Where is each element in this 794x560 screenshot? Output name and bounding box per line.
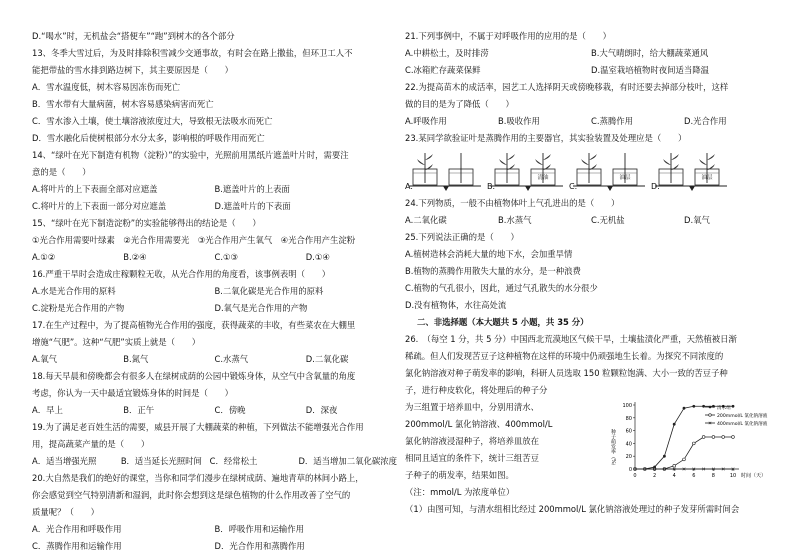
x-tick-label: 6 [692, 473, 696, 479]
question-line: 21.下列事例中，不属于对呼吸作用的应用的是（ ） [405, 31, 611, 41]
balance-pivot [689, 186, 695, 191]
question-line: 19.为了满足老百姓生活的需要，威县开展了大棚蔬菜的种植，下列做法不能增强光合作用 [32, 422, 364, 432]
data-point [732, 436, 735, 439]
question-line: 14、“绿叶在光下制造有机物（淀粉）”的实验中，光照前用黑纸片遮盖叶片时，需要注 [32, 150, 349, 160]
option-text: D.①④ [305, 252, 330, 262]
option-text: A．光合作用和呼吸作用 [32, 524, 122, 534]
question-line: 子种子的萌发率，结果如图。 [405, 470, 514, 480]
leaf-shape [589, 154, 597, 160]
left-column [32, 28, 397, 555]
oil-layer-label: 清油 [537, 175, 549, 181]
y-tick-label: 100 [622, 403, 632, 409]
option-text: A.中耕松土，及时排涝 [405, 48, 489, 58]
option-text: A.将叶片的上下表面全部对应遮盖 [32, 184, 158, 194]
option-row [32, 198, 397, 215]
question-line: 做的目的是为了降低（ ） [405, 99, 514, 109]
option-text: D．适当增加二氧化碳浓度 [298, 456, 398, 466]
data-point [722, 436, 725, 439]
option-text: C．傍晚 [214, 405, 246, 415]
legend-label: 400mmol/L 氯化钠溶液 [717, 422, 768, 427]
option-text: D.遮盖叶片的下表面 [214, 201, 291, 211]
question-line: 20.大自然是我们的绝好的课堂，当你和同学们漫步在绿树成荫、遍地青草的林间小路上， [32, 473, 364, 483]
option-label: C. [569, 182, 578, 191]
option-row [32, 283, 397, 300]
option-text: B．呼吸作用和运输作用 [214, 524, 304, 534]
y-tick-label: 60 [625, 428, 632, 435]
oil-layer-label: 油层 [701, 175, 713, 181]
x-tick-label: 2 [653, 473, 657, 479]
question-line: 能把带盐的雪水排到路边树下，其主要原因是（ ） [32, 65, 233, 75]
option-text: B.二氧化碳是光合作用的原料 [214, 286, 324, 296]
question-line: D.没有植物体，水往高处流 [405, 300, 507, 310]
option-text: A．早上 [32, 405, 63, 415]
experiment-setup [487, 149, 569, 193]
legend-marker [709, 406, 712, 409]
x-tick-label: 0 [633, 473, 637, 479]
leaf-shape [417, 159, 425, 165]
question-line: 考虑，你认为一天中最适宜锻炼身体的时间是（ ） [32, 388, 233, 398]
option-text: A.呼吸作用 [405, 116, 447, 126]
y-tick-label: 80 [625, 415, 632, 422]
option-label: A. [405, 182, 413, 191]
question-line: 26. （每空 1 分，共 5 分）中国西北荒漠地区气候干旱，土壤盐渍化严重，天然植被日渐 [405, 334, 737, 344]
option-text: D．深夜 [305, 405, 338, 415]
question-line: 意的是（ ） [32, 167, 91, 177]
data-point [673, 464, 676, 467]
question-line: 200mmol/L 氯化钠溶液、400mmol/L [405, 419, 553, 429]
option-text: B．适当延长光照时间 [120, 456, 202, 466]
oil-layer-label: 油层 [619, 175, 631, 181]
option-row [32, 453, 397, 470]
option-row [405, 113, 777, 130]
question-26-part-1: （1）由图可知，与清水组相比经过 200mmol/L 氯化钠溶液处理过的种子发芽所需时间会 [405, 504, 740, 514]
experiment-setup [651, 149, 733, 193]
option-text: B.氮气 [123, 354, 149, 364]
option-text: A.水是光合作用的原料 [32, 286, 116, 296]
option-text: C.冰箱贮存蔬菜保鲜 [405, 65, 481, 75]
option-text: D.光合作用 [684, 116, 727, 126]
option-text: C.水蒸气 [214, 354, 249, 364]
question-line: 13、冬季大雪过后，为及时排除积雪减少交通事故，有时会在路上撒盐，但环卫工人不 [32, 48, 353, 58]
leaf-shape [543, 154, 551, 160]
option-text: A.①② [32, 252, 56, 262]
y-tick-label: 20 [625, 454, 632, 461]
y-axis-label: 种子萌发率（%） [610, 429, 616, 469]
question-line: ①光合作用需要叶绿素 ②光合作用需要光 ③光合作用产生氧气 ④光合作用产生淀粉 [32, 235, 356, 245]
question-line: 氯化钠溶液对种子萌发率的影响，科研人员选取 150 粒颗粒饱满、大小一致的苦豆子种 [405, 368, 728, 378]
option-row [405, 212, 777, 229]
series-line [635, 437, 733, 469]
leaf-shape [425, 154, 433, 160]
option-label: D. [651, 182, 660, 191]
question-line: A．雪水温度低，树木容易因冻伤而死亡 [32, 82, 181, 92]
option-row [32, 538, 397, 555]
leaf-shape [671, 154, 679, 160]
balance-pivot [607, 186, 613, 191]
question-26-side-text [405, 399, 605, 501]
x-tick-label: 10 [729, 473, 737, 479]
option-text: D．光合作用和蒸腾作用 [214, 541, 305, 551]
data-point [663, 455, 666, 458]
leaf-shape [499, 159, 507, 165]
leaf-shape [663, 159, 671, 165]
question-26-body [405, 399, 777, 501]
question-line: C.植物的气孔很小，因此，通过气孔散失的水分很少 [405, 283, 598, 293]
option-text: B.②④ [123, 252, 147, 262]
experiment-setup [569, 149, 651, 193]
option-text: B.水蒸气 [498, 215, 532, 225]
x-axis-label: 时间（天） [741, 473, 767, 479]
option-text: C.①③ [214, 252, 239, 262]
leaf-shape [535, 159, 543, 165]
option-text: B.遮盖叶片的上表面 [214, 184, 290, 194]
option-text: C.淀粉是光合作用的产物 [32, 303, 125, 313]
question-line: 你会感觉到空气特别清新和湿润，此时你会想到这是绿色植物的什么作用改善了空气的 [32, 490, 351, 500]
question-line: 23.某同学欲验证叶是蒸腾作用的主要器官，其实验装置及处理应是（ ） [405, 133, 687, 143]
data-point [673, 423, 676, 426]
leaf-shape [507, 154, 515, 160]
experiment-figures [405, 149, 777, 193]
question-line: B.植物的蒸腾作用散失大量的水分，是一种浪费 [405, 266, 581, 276]
option-row [32, 521, 397, 538]
question-line: 子，进行种皮软化，将处理后的种子分 [405, 385, 548, 395]
question-line: 24.下列物质，一般不由植物体叶上气孔进出的是（ ） [405, 198, 620, 208]
right-column [405, 28, 777, 518]
option-text: B.吸收作用 [498, 116, 540, 126]
option-text: C．蒸腾作用和运输作用 [32, 541, 122, 551]
leaf-shape [699, 159, 707, 165]
balance-pivot [525, 186, 531, 191]
question-line: （注：mmol/L 为浓度单位） [405, 487, 515, 497]
apparatus-drawing [487, 149, 569, 193]
x-tick-label: 8 [711, 473, 715, 479]
question-line: 增施“气肥”。这种“气肥”实质上就是（ ） [32, 337, 201, 347]
leaf-shape [707, 154, 715, 160]
question-line: B．雪水带有大量病菌，树木容易感染病害而死亡 [32, 99, 214, 109]
option-text: D.温室栽培植物时夜间适当降温 [591, 65, 709, 75]
option-row [405, 62, 777, 79]
option-row [32, 351, 397, 368]
option-text: D.氧气 [684, 215, 710, 225]
question-line: 18.每天早晨和傍晚都会有很多人在绿树成荫的公园中锻炼身体，从空气中含氧量的角度 [32, 371, 356, 381]
question-line: 15、“绿叶在光下制造淀粉”的实验能够得出的结论是（ ） [32, 218, 261, 228]
data-point [712, 436, 715, 439]
question-line: A.植树造林会消耗大量的地下水，会加重旱情 [405, 249, 573, 259]
question-line: 氯化钠溶液浸湿种子，将培养皿放在 [405, 436, 539, 446]
question-line: 为三组置于培养皿中，分别用清水、 [405, 402, 539, 412]
question-line: 相同且适宜的条件下，统计三组苦豆 [405, 453, 539, 463]
data-point [732, 405, 735, 408]
questions-21-23 [405, 28, 777, 147]
data-point [702, 436, 705, 439]
apparatus-drawing [569, 149, 651, 193]
option-text: A.氧气 [32, 354, 57, 364]
data-point [692, 442, 695, 445]
y-tick-label: 40 [625, 441, 632, 448]
question-line: 稀疏。但人们发现苦豆子这种植物在这样的环境中仍顽强地生长着。为探究不同浓度的 [405, 351, 724, 361]
option-text: C.将叶片的上下表面一部分对应遮盖 [32, 201, 167, 211]
question-line: 质量呢？（ ） [32, 507, 99, 517]
legend-marker [709, 414, 712, 417]
option-label: B. [487, 182, 496, 191]
leaf-shape [581, 159, 589, 165]
apparatus-drawing [405, 149, 487, 193]
balance-pivot [443, 186, 449, 191]
data-point [683, 407, 686, 410]
option-text: A．适当增强光照 [32, 456, 97, 466]
option-text: C.蒸腾作用 [591, 116, 634, 126]
question-line: 17.在生产过程中，为了提高植物光合作用的强度，获得蔬菜的丰收，有些菜农在大棚里 [32, 320, 356, 330]
option-row [405, 45, 777, 62]
option-text: C．经常松土 [209, 456, 258, 466]
question-line: 用，提高蔬菜产量的是（ ） [32, 439, 150, 449]
option-row [32, 300, 397, 317]
option-text: A.二氧化碳 [405, 215, 447, 225]
option-row [32, 181, 397, 198]
data-point [702, 405, 705, 408]
question-26-intro [405, 331, 777, 399]
legend-label: 200mmol/L 氯化钠溶液 [717, 414, 768, 419]
data-point [683, 458, 686, 461]
option-row [32, 402, 397, 419]
question-line: 22.为提高苗木的成活率，园艺工人选择阴天或傍晚移栽，有时还要去掉部分枝叶，这样 [405, 82, 729, 92]
apparatus-drawing [651, 149, 733, 193]
option-text: B．正午 [123, 405, 155, 415]
question-line: 25.下列说法正确的是（ ） [405, 232, 519, 242]
legend-label: 清水组 [717, 406, 731, 411]
question-line: 16.严重干旱时会造成庄稼颗粒无收，从光合作用的角度看，该事例表明（ ） [32, 269, 331, 279]
option-text: D.二氧化碳 [305, 354, 349, 364]
option-row [32, 249, 397, 266]
option-text: C.无机盐 [591, 215, 625, 225]
option-text: D.氧气是光合作用的产物 [214, 303, 308, 313]
questions-24-25 [405, 195, 777, 314]
option-text: B.大气晴朗时，给大棚蔬菜通风 [591, 48, 709, 58]
experiment-setup [405, 149, 487, 193]
x-tick-label: 4 [672, 473, 676, 479]
question-line: D.“喝水”时，无机盐会“搭便车”“跑”到树木的各个部分 [32, 31, 235, 41]
germination-chart [607, 399, 777, 485]
section-heading: 二、非选择题（本大题共 5 小题，共 35 分） [417, 317, 589, 327]
data-point [692, 405, 695, 408]
y-tick-label: 0 [628, 467, 632, 473]
question-line: C．雪水渗入土壤，使土壤溶液浓度过大，导致根无法吸水而死亡 [32, 116, 273, 126]
question-line: D．雪水融化后使树根部分水分太多，影响根的呼吸作用而死亡 [32, 133, 265, 143]
